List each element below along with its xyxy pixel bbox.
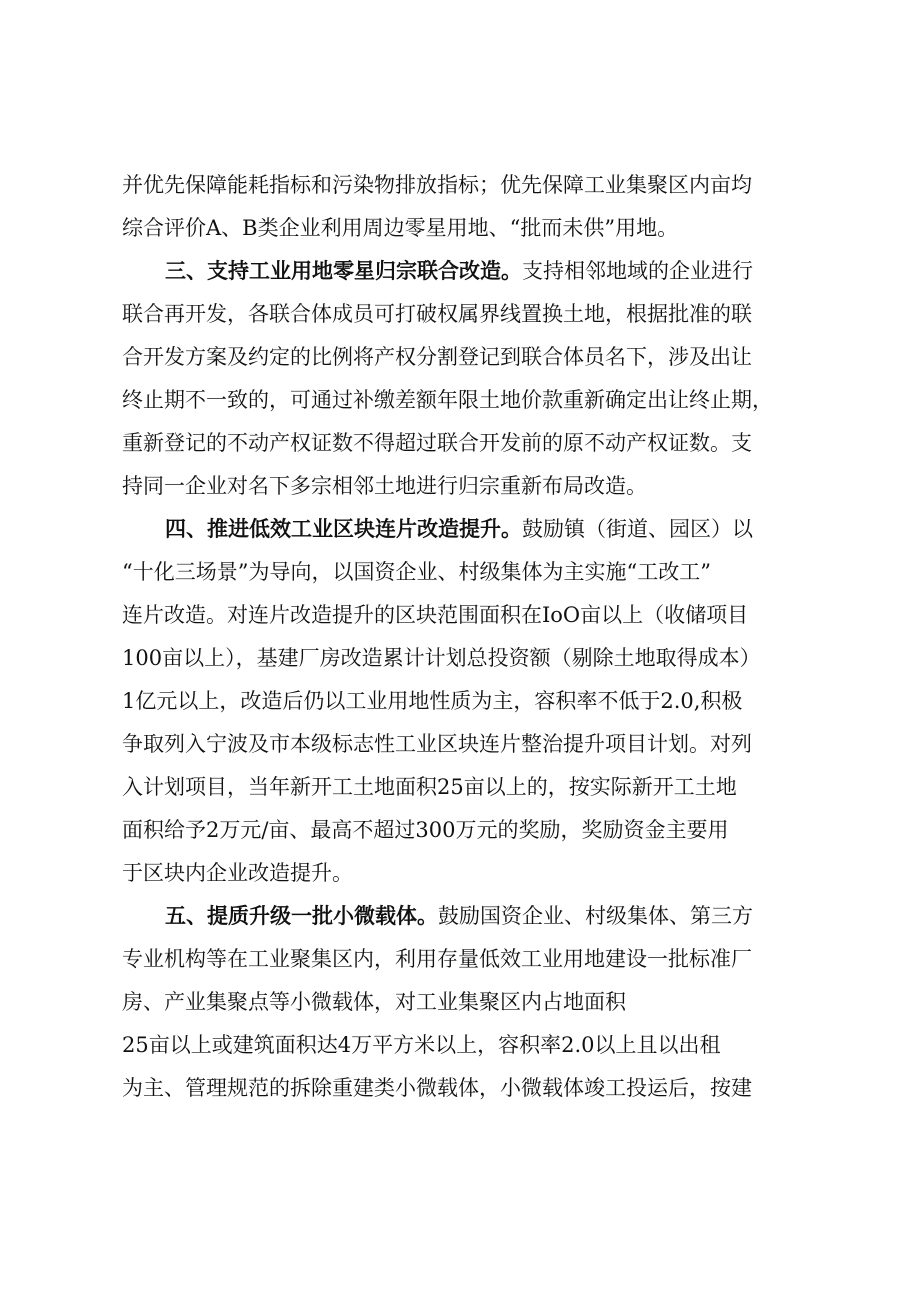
line-text: 房、产业集聚点等小微载体，对工业集聚区内占地面积 — [122, 990, 626, 1014]
line-text: 100亩以上），基建厂房改造累计计划总投资额（剔除土地取得成本） — [122, 646, 761, 670]
line-text: 于区块内企业改造提升。 — [122, 861, 353, 885]
section-heading-line — [165, 901, 802, 931]
line-text: 支持相邻地域的企业进行 — [522, 259, 753, 283]
line-text: 25亩以上或建筑面积达4万平方米以上，容积率2.0以上且以出租 — [122, 1033, 721, 1057]
paragraph-line — [122, 170, 802, 200]
paragraph-line — [122, 815, 802, 845]
paragraph-line — [122, 858, 802, 888]
line-text: 连片改造。对连片改造提升的区块范围面积在IoO亩以上（收储项目 — [122, 603, 749, 627]
paragraph-line — [122, 944, 802, 974]
paragraph-line — [122, 428, 802, 458]
paragraph-line — [122, 600, 802, 630]
line-text: 鼓励镇（街道、园区）以 — [522, 517, 753, 541]
section-heading-line — [165, 514, 802, 544]
section-heading: 四、推进低效工业区块连片改造提升。 — [165, 517, 522, 541]
line-text: 联合再开发，各联合体成员可打破权属界线置换土地，根据批准的联 — [122, 302, 752, 326]
paragraph-line — [122, 987, 802, 1017]
line-text: 争取列入宁波及市本级标志性工业区块连片整治提升项目计划。对列 — [122, 732, 752, 756]
paragraph-line — [122, 729, 802, 759]
section-heading-line — [165, 256, 802, 286]
line-text: 专业机构等在工业聚集区内，利用存量低效工业用地建设一批标准厂 — [122, 947, 752, 971]
paragraph-line — [122, 643, 802, 673]
section-heading: 五、提质升级一批小微载体。 — [165, 904, 438, 928]
line-text: 为主、管理规范的拆除重建类小微载体，小微载体竣工投运后，按建 — [122, 1076, 752, 1100]
paragraph-line — [122, 557, 802, 587]
line-text: 面积给予2万元/亩、最高不超过300万元的奖励，奖励资金主要用 — [122, 818, 729, 842]
paragraph-line — [122, 1030, 802, 1060]
paragraph-line — [122, 686, 802, 716]
line-text: “十化三场景”为导向，以国资企业、村级集体为主实施“工改工” — [122, 560, 711, 584]
paragraph-line — [122, 385, 802, 415]
line-text: 入计划项目，当年新开工土地面积25亩以上的，按实际新开工土地 — [122, 775, 737, 799]
line-text: 1亿元以上，改造后仍以工业用地性质为主，容积率不低于2.0,积极 — [122, 689, 743, 713]
paragraph-line — [122, 299, 802, 329]
line-text: 合开发方案及约定的比例将产权分割登记到联合体员名下，涉及出让 — [122, 345, 752, 369]
line-text: 鼓励国资企业、村级集体、第三方 — [438, 904, 753, 928]
paragraph-line — [122, 1073, 802, 1103]
line-text: 并优先保障能耗指标和污染物排放指标；优先保障工业集聚区内亩均 — [122, 173, 752, 197]
line-text: 持同一企业对名下多宗相邻土地进行归宗重新布局改造。 — [122, 474, 647, 498]
line-text: 终止期不一致的，可通过补缴差额年限土地价款重新确定出让终止期， — [122, 388, 773, 412]
section-heading: 三、支持工业用地零星归宗联合改造。 — [165, 259, 522, 283]
paragraph-line — [122, 213, 802, 243]
paragraph-line — [122, 471, 802, 501]
paragraph-line — [122, 772, 802, 802]
line-text: 重新登记的不动产权证数不得超过联合开发前的原不动产权证数。支 — [122, 431, 752, 455]
line-text: 综合评价A、B类企业利用周边零星用地、“批而未供”用地。 — [122, 216, 679, 240]
paragraph-line — [122, 342, 802, 372]
